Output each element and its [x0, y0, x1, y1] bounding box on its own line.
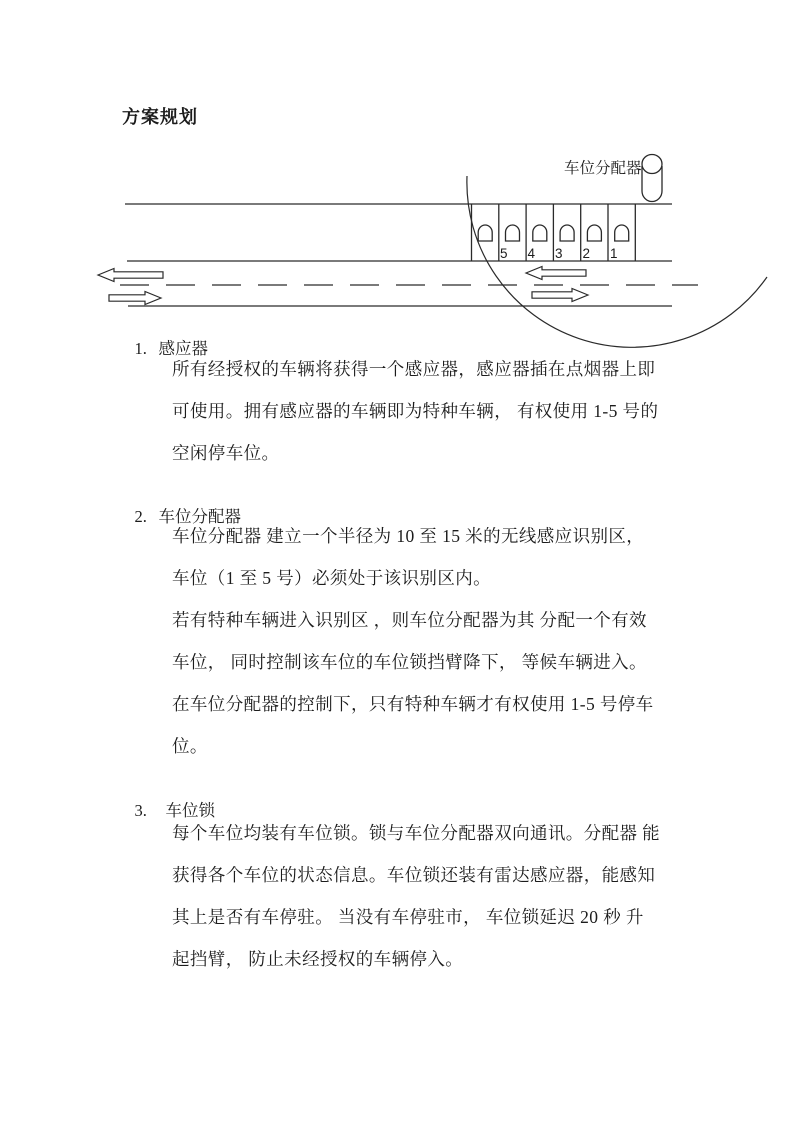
- parking-lock-icon: [615, 225, 629, 241]
- parking-lock-icon: [560, 225, 574, 241]
- parking-lock-icon: [587, 225, 601, 241]
- parking-lock-icon: [506, 225, 520, 241]
- stall-number-5: 5: [500, 246, 508, 261]
- arrow-left-icon: [98, 269, 163, 282]
- parking-lock-icon: [533, 225, 547, 241]
- stall-number-2: 2: [582, 246, 591, 261]
- parking-lock-icon: [478, 225, 492, 241]
- text-line: 获得各个车位的状态信息。车位锁还装有雷达感应器，能感知: [172, 865, 656, 885]
- text-line: 若有特种车辆进入识别区 ，则车位分配器为其 分配一个有效: [172, 610, 647, 630]
- section-number: 1.: [134, 339, 147, 358]
- allocator-label: 车位分配器: [564, 160, 642, 177]
- text-line: 车位， 同时控制该车位的车位锁挡臂降下， 等候车辆进入。: [172, 652, 647, 672]
- section-body-2: [172, 515, 682, 767]
- stall-number-1: 1: [610, 246, 618, 261]
- section-body-1: [172, 348, 682, 474]
- section-number: 3.: [134, 801, 147, 820]
- section-label: 车位分配器: [158, 507, 241, 526]
- identification-zone-arc: [467, 176, 767, 347]
- arrow-left-icon: [526, 267, 586, 280]
- text-line: 起挡臂， 防止未经授权的车辆停入。: [172, 949, 464, 969]
- traffic-arrows: [98, 267, 588, 305]
- text-line: 车位（1 至 5 号）必须处于该识别区内。: [172, 568, 492, 588]
- text-line: 空闲停车位。: [172, 443, 280, 463]
- parking-lock-icons: [478, 225, 629, 241]
- text-line: 位。: [172, 736, 208, 756]
- stall-number-3: 3: [555, 246, 563, 261]
- stall-dividers: [472, 204, 636, 261]
- stall-number-4: 4: [527, 246, 536, 261]
- text-line: 在车位分配器的控制下，只有特种车辆才有权使用 1-5 号停车: [172, 694, 654, 714]
- arrow-right-icon: [109, 292, 161, 305]
- text-line: 每个车位均装有车位锁。锁与车位分配器双向通讯。分配器 能: [172, 823, 661, 843]
- arrow-right-icon: [532, 289, 588, 302]
- parking-layout-diagram: [0, 0, 800, 360]
- text-line: 所有经授权的车辆将获得一个感应器，感应器插在点烟器上即: [172, 359, 656, 379]
- section-number: 2.: [134, 507, 147, 526]
- section-body-3: [172, 812, 682, 980]
- text-line: 其上是否有车停驻。 当没有车停驻市， 车位锁延迟 20 秒 升: [172, 907, 644, 927]
- allocator-cylinder-icon: [642, 155, 662, 202]
- section-label: 车位锁: [165, 801, 215, 820]
- page-title: 方案规划: [122, 107, 198, 127]
- section-label: 感应器: [158, 339, 208, 358]
- text-line: 车位分配器 建立一个半径为 10 至 15 米的无线感应识别区，: [172, 526, 645, 546]
- text-line: 可使用。拥有感应器的车辆即为特种车辆， 有权使用 1-5 号的: [172, 401, 659, 421]
